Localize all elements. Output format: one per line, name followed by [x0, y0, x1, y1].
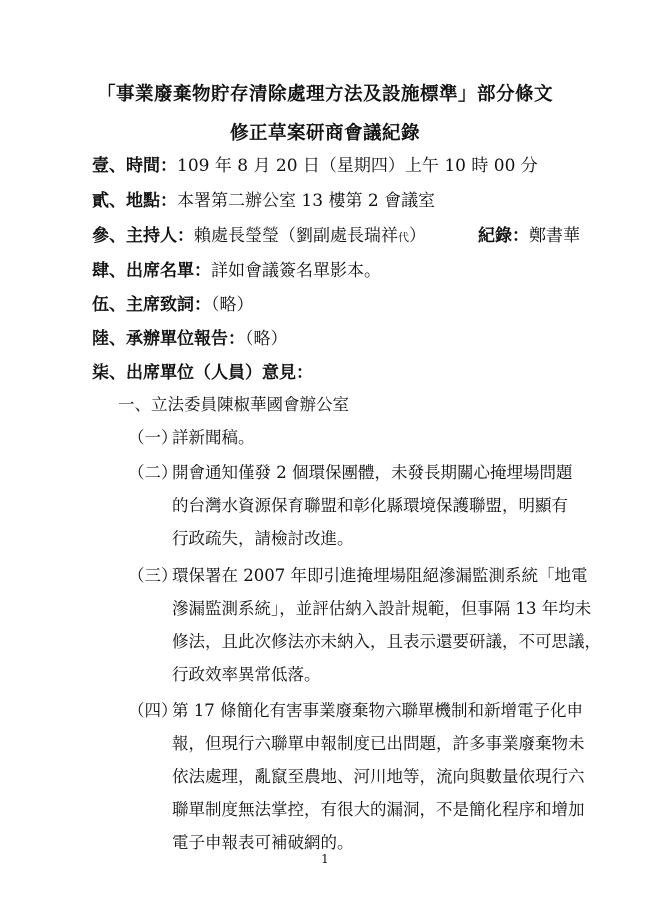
opinion-line: 修法，且此次修法亦未納入，且表示還要研議，不可思議，	[172, 632, 601, 651]
document-title-line-2: 修正草案研商會議紀錄	[229, 123, 420, 144]
item-chair-speech	[92, 290, 254, 315]
opinion-line: 第 17 條簡化有害事業廢棄物六聯單機制和新增電子化申	[172, 701, 583, 720]
item-text: 賴處長瑩瑩（劉副處長瑞祥	[194, 226, 398, 246]
opinion-line: 依法處理，亂竄至農地、河川地等，流向與數量依現行六	[172, 767, 585, 786]
recorder	[478, 221, 580, 246]
opinion-line: 行政效率異常低落。	[172, 665, 321, 684]
opinion-line: 聯單制度無法掌控，有很大的漏洞，不是簡化程序和增加	[172, 800, 585, 819]
item-opinions	[92, 358, 313, 383]
item-attendees	[92, 256, 381, 281]
item-label: 陸、承辦單位報告：	[92, 329, 245, 349]
opinion-number: （三）	[128, 566, 178, 585]
opinion-line: 詳新聞稿。	[172, 428, 255, 447]
item-time	[92, 151, 538, 176]
opinion-line: 電子申報表可補破網的。	[172, 833, 354, 852]
item-location	[92, 186, 435, 211]
opinion-line: 行政疏失，請檢討改進。	[172, 529, 354, 548]
recorder-label: 紀錄：	[478, 226, 529, 246]
item-text-end: ）	[409, 226, 426, 246]
opinion-number: （一）	[128, 428, 178, 447]
section-heading: 一、立法委員陳椒華國會辦公室	[118, 395, 349, 414]
opinion-line: 開會通知僅發 2 個環保團體，未發長期關心掩埋場問題	[172, 463, 573, 482]
item-text: （略）	[211, 295, 254, 315]
item-label: 壹、時間：	[92, 156, 177, 176]
item-label: 肆、出席名單：	[92, 261, 211, 281]
document-title-line-1: 「事業廢棄物貯存清除處理方法及設施標準」部分條文	[96, 84, 553, 105]
item-text: （略）	[245, 329, 288, 349]
item-label: 伍、主席致詞：	[92, 295, 211, 315]
opinion-line: 報，但現行六聯單申報制度已出問題，許多事業廢棄物未	[172, 734, 585, 753]
item-text: 詳如會議簽名單影本。	[211, 261, 381, 281]
item-text: 109 年 8 月 20 日（星期四）上午 10 時 00 分	[177, 156, 538, 176]
item-label: 貳、地點：	[92, 191, 177, 211]
item-report	[92, 324, 288, 349]
opinion-line: 的台灣水資源保育聯盟和彰化縣環境保護聯盟，明顯有	[172, 496, 568, 515]
item-text-small: 代	[398, 231, 409, 244]
item-label: 參、主持人：	[92, 226, 194, 246]
opinion-number: （四）	[128, 701, 178, 720]
opinion-line: 滲漏監測系統」，並評估納入設計規範，但事隔 13 年均未	[172, 599, 592, 618]
opinion-number: （二）	[128, 463, 178, 482]
page-number: 1	[321, 852, 329, 866]
item-text: 本署第二辦公室 13 樓第 2 會議室	[177, 191, 436, 211]
recorder-name: 鄭書華	[529, 226, 580, 246]
item-label: 柒、出席單位（人員）意見：	[92, 363, 313, 383]
opinion-line: 環保署在 2007 年即引進掩埋場阻絕滲漏監測系統「地電	[172, 566, 588, 585]
item-chair	[92, 221, 426, 246]
